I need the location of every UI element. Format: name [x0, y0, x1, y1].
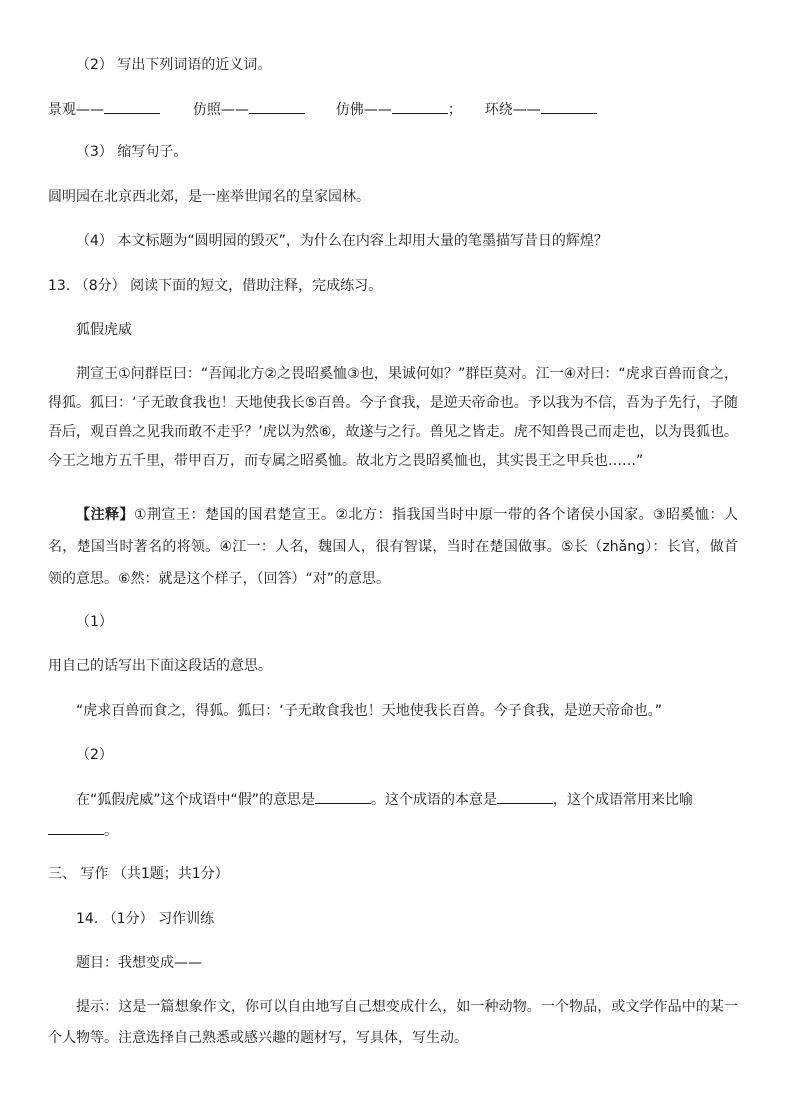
q13-sub2-label: （2）	[76, 747, 113, 763]
answer-blank[interactable]	[48, 820, 104, 835]
synonym-item: 仿照——	[193, 102, 309, 118]
answer-blank[interactable]	[315, 789, 371, 804]
synonym-item: 环绕——	[485, 102, 597, 118]
note-text: ①荆宣王：楚国的国君楚宣王。②北方：指我国当时中原一带的各个诸侯小国家。③昭奚恤：人名，楚国当时著名的将领。④江一：人名，魏国人，很有智谋，当时在楚国做事。⑤长（zhǎng）：长官，做首领的意思。⑥然：就是这个样子，（回答）“对”的意思。	[48, 507, 739, 587]
q13-sub2-line-2: 。	[48, 820, 118, 841]
q14-hint: 提示：这是一篇想象作文，你可以自由地写自己想变成什么，如一种动物。一个物品，或文学作品中的某一个人物等。注意选择自己熟悉或感兴趣的题材写，写具体，写生动。	[48, 999, 738, 1046]
q12-2-label: （2） 写出下列词语的近义词。	[76, 57, 272, 73]
answer-blank[interactable]	[249, 99, 305, 114]
passage-title: 狐假虎威	[76, 322, 132, 338]
q13-sub1-quote: “虎求百兽而食之，得狐。狐曰：‘子无敢食我也！天地使我长百兽。今子食我，是逆天帝命也。”	[76, 703, 662, 719]
q14-header: 14. （1分） 习作训练	[76, 911, 215, 927]
q12-3-sentence: 圆明园在北京西北郊，是一座举世闻名的皇家园林。	[48, 189, 370, 205]
q13-sub2-line: 在“狐假虎威”这个成语中“假”的意思是 。这个成语的本意是 ，这个成语常用来比喻	[76, 789, 693, 810]
section-3-header: 三、 写作 （共1题；共1分）	[48, 866, 229, 882]
q13-sub1-label: （1）	[76, 614, 113, 630]
answer-blank[interactable]	[392, 99, 448, 114]
note-label: 【注释】	[76, 507, 134, 523]
annotation-block	[48, 499, 738, 595]
answer-blank[interactable]	[541, 99, 597, 114]
q13-sub1-prompt: 用自己的话写出下面这段话的意思。	[48, 658, 272, 674]
q13-header: 13. （8分） 阅读下面的短文，借助注释，完成练习。	[48, 278, 383, 294]
answer-blank[interactable]	[104, 99, 160, 114]
q14-topic: 题目：我想变成——	[76, 955, 202, 971]
synonym-item: 景观——	[48, 102, 164, 118]
passage-text: 荆宣王①问群臣曰：“吾闻北方②之畏昭奚恤③也，果诚何如？”群臣莫对。江一④对曰：“虎求百兽而食之，得狐。狐曰：‘子无敢食我也！天地使我长⑤百兽。今子食我，是逆天帝命也。予以我为不信，吾为子先行，子随吾后，观百兽之见我而敢不走乎？’虎以为然⑥，故遂与之行。兽见之皆走。虎不知兽畏己而走也，以为畏狐也。今王之地方五千里，带甲百万，而专属之昭奚恤。故北方之畏昭奚恤也，其实畏王之甲兵也……”	[48, 366, 738, 469]
q12-3-label: （3） 缩写句子。	[76, 144, 188, 160]
answer-blank[interactable]	[497, 789, 553, 804]
synonym-row	[48, 99, 597, 120]
q12-4-label: （4） 本文标题为“圆明园的毁灭”，为什么在内容上却用大量的笔墨描写昔日的辉煌？	[76, 233, 608, 249]
synonym-item: 仿佛—— ；	[336, 102, 466, 118]
